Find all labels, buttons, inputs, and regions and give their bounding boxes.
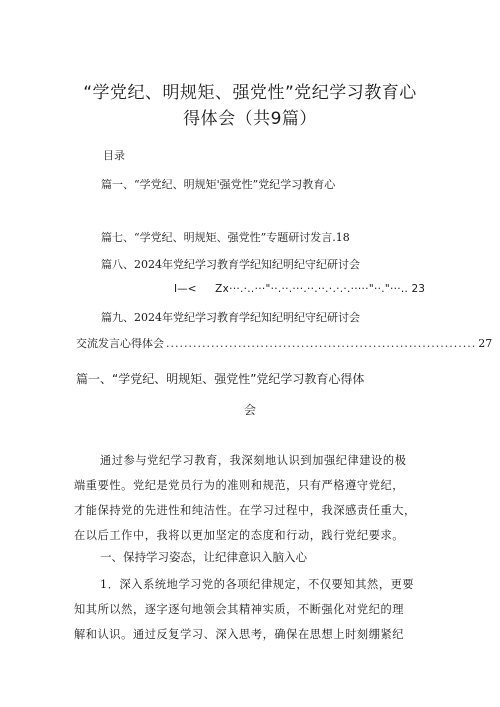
paragraph1-line1: 通过参与党纪学习教育，我深刻地认识到加强纪律建设的极 (100, 454, 407, 467)
toc-item-8-cont-leader: Zx···.·..···"··.··.···.··.··.·.·.·.·····"··."···.. (215, 283, 409, 295)
toc-item-8-cont-left: I—< (174, 283, 197, 295)
toc-item-8-page: 23 (411, 283, 425, 295)
subheading-1: 一、保持学习姿态，让纪律意识入脑入心 (100, 550, 307, 564)
document-title-line2: 得体会（共9篇） (183, 109, 317, 129)
paragraph1-line2: 端重要性。党纪是党员行为的准则和规范，只有严格遵守党纪， (74, 479, 405, 492)
toc-item-9[interactable]: 篇九、2024年党纪学习教育学纪知纪明纪守纪研讨会 (101, 311, 360, 324)
toc-item-9-leader: ..................................................................... (166, 337, 477, 350)
toc-item-9-cont-text: 交流发言心得体会 (76, 337, 164, 350)
article-heading-line2: 会 (244, 403, 257, 417)
toc-item-9-page: 27 (478, 337, 493, 350)
toc-heading: 目录 (103, 149, 125, 162)
paragraph2-line3: 解和认识。通过反复学习、深入思考，确保在思想上时刻绷紧纪 (74, 628, 405, 641)
toc-item-1[interactable]: 篇一、“学党纪、明规矩'强党性”党纪学习教育心 (101, 178, 336, 191)
paragraph2-line1: 1．深入系统地学习党的各项纪律规定，不仅要知其然，更要 (100, 578, 415, 591)
toc-item-8[interactable]: 篇八、2024年党纪学习教育学纪知纪明纪守纪研讨会 (101, 258, 360, 271)
paragraph1-line4: 在以后工作中，我将以更加坚定的态度和行动，践行党纪要求。 (74, 529, 405, 542)
paragraph2-line2: 知其所以然，逐字逐句地领会其精神实质，不断强化对党纪的理 (74, 603, 405, 616)
paragraph1-line3: 才能保持党的先进性和纯洁性。在学习过程中，我深感责任重大， (74, 504, 416, 517)
toc-item-8-continuation[interactable] (174, 283, 425, 295)
document-title-line1: “学党纪、明规矩、强党性”党纪学习教育心 (83, 83, 417, 103)
toc-item-9-continuation[interactable] (76, 335, 493, 351)
toc-item-7[interactable]: 篇七、“学党纪、明规矩、强党性”专题研讨发言.18 (101, 231, 350, 244)
article-heading-line1: 篇一、“学党纪、明规矩、强党性”党纪学习教育心得体 (76, 372, 365, 386)
